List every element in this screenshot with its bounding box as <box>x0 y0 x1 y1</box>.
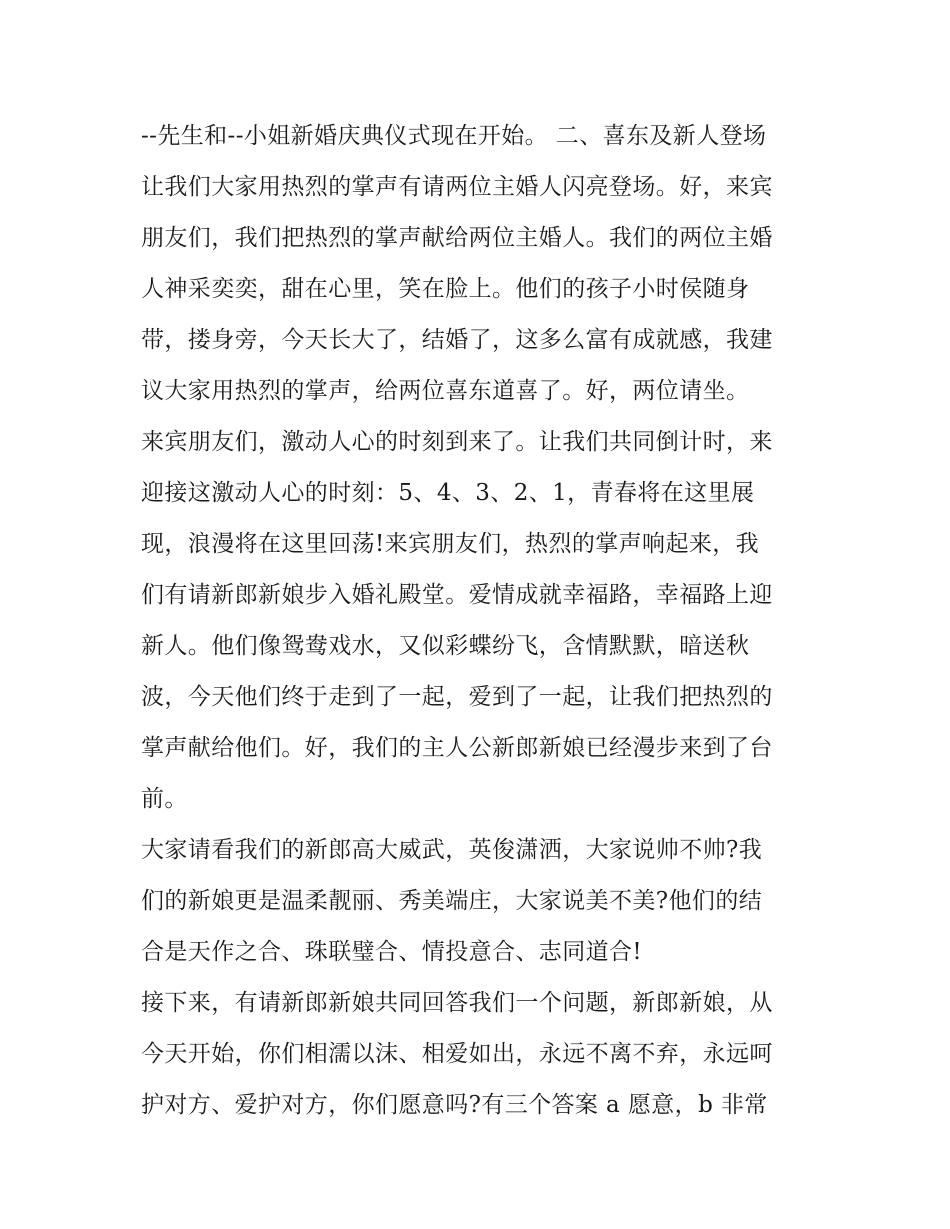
text-line: 波，今天他们终于走到了一起，爱到了一起，让我们把热烈的 <box>141 684 773 710</box>
text-line: 人神采奕奕，甜在心里，笑在脸上。他们的孩子小时侯随身 <box>141 276 750 302</box>
text-line: 们有请新郎新娘步入婚礼殿堂。爱情成就幸福路，幸福路上迎 <box>141 582 773 608</box>
text-line: 护对方、爱护对方，你们愿意吗?有三个答案 a 愿意，b 非常 <box>141 1092 768 1118</box>
text-line: 们的新娘更是温柔靓丽、秀美端庄，大家说美不美?他们的结 <box>141 888 763 914</box>
text-line: 朋友们，我们把热烈的掌声献给两位主婚人。我们的两位主婚 <box>141 225 773 251</box>
text-line: 前。 <box>141 786 188 812</box>
text-line: 现，浪漫将在这里回荡!来宾朋友们，热烈的掌声响起来，我 <box>141 531 760 557</box>
text-line: 迎接这激动人心的时刻：5、4、3、2、1，青春将在这里展 <box>141 480 755 506</box>
text-line: 掌声献给他们。好，我们的主人公新郎新娘已经漫步来到了台 <box>141 735 773 761</box>
text-line: 新人。他们像鸳鸯戏水，又似彩蝶纷飞，含情默默，暗送秋 <box>141 633 750 659</box>
text-line: 大家请看我们的新郎高大威武，英俊潇洒，大家说帅不帅?我 <box>141 837 763 863</box>
document-body-text <box>141 111 821 1131</box>
text-line: 合是天作之合、珠联璧合、情投意合、志同道合! <box>141 939 643 965</box>
text-line: 来宾朋友们，激动人心的时刻到来了。让我们共同倒计时，来 <box>141 429 773 455</box>
text-line: 让我们大家用热烈的掌声有请两位主婚人闪亮登场。好，来宾 <box>141 174 773 200</box>
text-line: 议大家用热烈的掌声，给两位喜东道喜了。好，两位请坐。 <box>141 378 750 404</box>
text-line: --先生和--小姐新婚庆典仪式现在开始。 二、喜东及新人登场 <box>141 123 767 149</box>
text-line: 带，搂身旁，今天长大了，结婚了，这多么富有成就感，我建 <box>141 327 773 353</box>
text-line: 今天开始，你们相濡以沫、相爱如出，永远不离不弃，永远呵 <box>141 1041 773 1067</box>
text-line: 接下来，有请新郎新娘共同回答我们一个问题，新郎新娘，从 <box>141 990 773 1016</box>
